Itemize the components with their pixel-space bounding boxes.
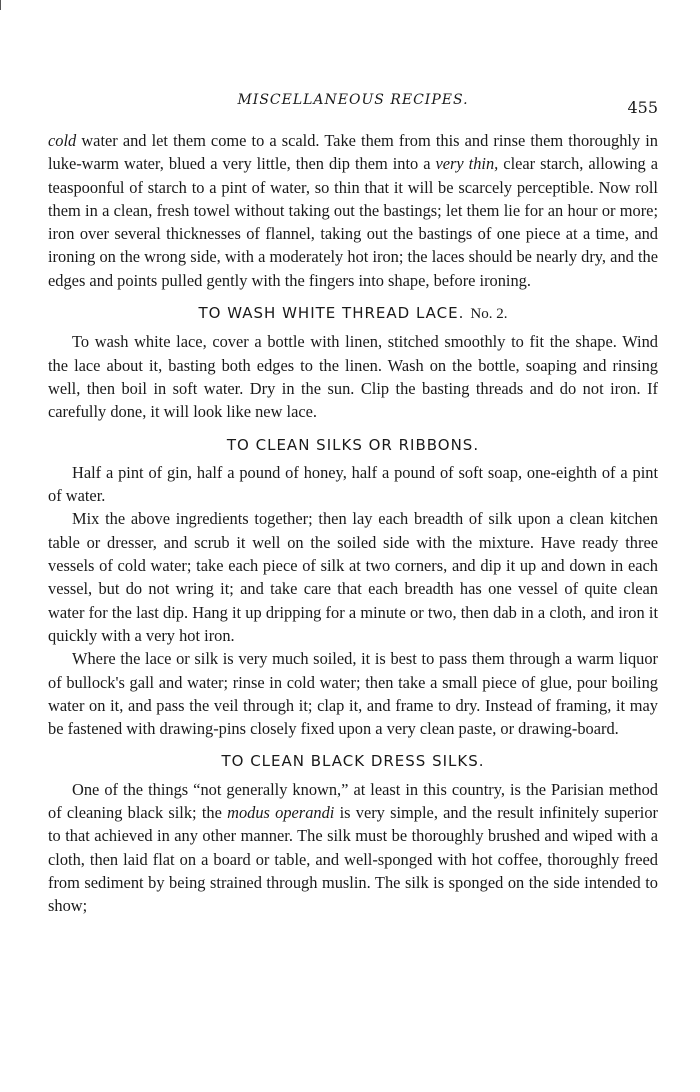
section-heading-black-silks: TO CLEAN BLACK DRESS SILKS.	[221, 752, 485, 771]
paragraph-text: is very simple, and the result infinitely superior to that achieved in any other manner. The silk must be thoroughly brushed and wiped with a cloth, then laid flat on a board or table, and well-sponged with hot coffee, thoroughly freed from sediment by being strained through muslin. The silk is sponged on the side intended to show;	[48, 803, 658, 916]
running-title: MISCELLANEOUS RECIPES.	[237, 92, 469, 108]
paragraph-continued	[48, 129, 658, 292]
italic-text: very thin,	[435, 154, 499, 174]
body-text	[48, 129, 658, 918]
paragraph: To wash white lace, cover a bottle with linen, stitched smoothly to fit the shape. Wind the lace about it, basting both edges to the linen. Wash on the bottle, soaping and rinsing well, then boil in soft water. Dry in the sun. Clip the basting threads and do not iron. If carefully done, it will look like new lace.	[48, 332, 658, 422]
paragraph: Where the lace or silk is very much soiled, it is best to pass them through a warm liquor of bullock's gall and water; rinse in cold water; then take a small piece of glue, pour boiling water on it, and pass the veil through it; clap it, and frame to dry. Instead of framing, it may be fastened with drawing-pins closely fixed upon a very clean paste, or drawing-board.	[48, 649, 658, 739]
page-number: 455	[627, 98, 658, 117]
paragraph-text: water and let them come to a scald. Take them from this and rinse them thoroughly in luke-warm water, blued a very little, then dip them into a	[48, 131, 658, 174]
page-edge-mark	[0, 0, 5, 10]
paragraph: Half a pint of gin, half a pound of honey, half a pound of soft soap, one-eighth of a pint of water.	[48, 462, 658, 506]
paragraph: Mix the above ingredients together; then lay each breadth of silk upon a clean kitchen table or dresser, and scrub it well on the soiled side with the mixture. Have ready three vessels of cold water; take each piece of silk at two corners, and dip it up and down in each vessel, but do not wring it; and take care that each breadth has one vessel of quite clean water for the last dip. Hang it up dripping for a minute or two, then dab in a cloth, and iron it quickly with a very hot iron.	[48, 509, 658, 645]
heading-number: No. 2.	[470, 306, 508, 323]
section-heading-clean-silks: TO CLEAN SILKS OR RIBBONS.	[226, 435, 480, 454]
paragraph-text: clear starch, allowing a teaspoonful of starch to a pint of water, so thin that it will be scarcely perceptible. Now roll them in a clean, fresh towel without taking out the bastings; let them lie for an hour or more; iron over several thicknesses of flannel, taking out the bastings of one piece at a time, and ironing on the wrong side, with a moderately hot iron; the laces should be nearly dry, and the edges and points pulled gently with the fingers into shape, before ironing.	[48, 154, 658, 290]
paragraph	[48, 778, 658, 918]
italic-text: modus operandi	[227, 803, 335, 823]
page-header	[48, 90, 658, 117]
italic-text: cold	[48, 131, 77, 150]
paragraph-text: One of the things “not generally known,” at least in this country, is the Parisian method of cleaning black silk; the	[48, 779, 658, 823]
heading-text: TO WASH WHITE THREAD LACE.	[198, 304, 465, 323]
section-heading-wash-lace	[48, 302, 658, 326]
